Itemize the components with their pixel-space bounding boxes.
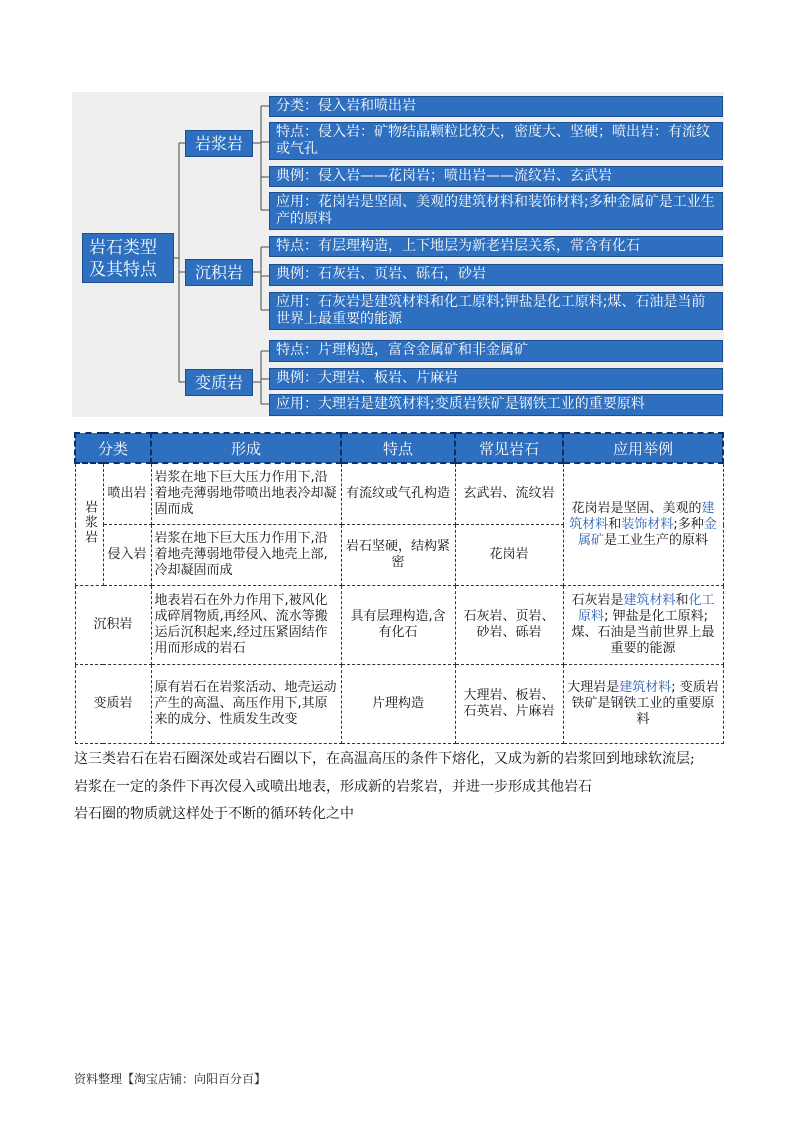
formation-metamorphic: 原有岩石在岩浆活动、地壳运动产生的高温、高压作用下,其原来的成分、性质发生改变 (151, 665, 341, 744)
feature-sedimentary: 具有层理构造,含有化石 (341, 586, 455, 665)
formation-extrusive: 岩浆在地下巨大压力作用下,沿着地壳薄弱地带喷出地表冷却凝固而成 (151, 463, 341, 525)
subtype-extrusive: 喷出岩 (103, 463, 151, 525)
usage-text: 石灰岩是 (571, 593, 624, 608)
usage-text: 是工业生产的原料 (604, 532, 709, 548)
usage-highlight: 建筑材料 (569, 500, 715, 532)
feature-metamorphic: 片理构造 (341, 665, 455, 744)
feature-extrusive: 有流纹或气孔构造 (341, 463, 455, 525)
usage-highlight: 建筑材料 (623, 593, 676, 608)
header-features: 特点 (341, 433, 455, 463)
usage-text: 和 (675, 593, 689, 608)
subtype-intrusive: 侵入岩 (103, 525, 151, 586)
branch-sedimentary-rock: 沉积岩 (185, 259, 253, 286)
magmatic-features: 特点：侵入岩：矿物结晶颗粒比较大，密度大、坚硬；喷出岩：有流纹或气孔 (269, 122, 723, 160)
usage-text: 花岗岩是坚固、美观的 (571, 500, 702, 516)
usage-highlight: 金属矿 (578, 516, 717, 548)
usage-text: 和 (608, 516, 622, 532)
type-metamorphic: 变质岩 (75, 665, 151, 744)
feature-intrusive: 岩石坚硬，结构紧密 (341, 525, 455, 586)
mindmap-root: 岩石类型及其特点 (82, 233, 174, 283)
branch-magmatic-rock: 岩浆岩 (185, 130, 253, 157)
metamorphic-applications: 应用：大理岩是建筑材料;变质岩铁矿是钢铁工业的重要原料 (269, 394, 723, 416)
header-classification: 分类 (75, 433, 151, 463)
rock-comparison-table (74, 432, 724, 744)
formation-intrusive: 岩浆在地下巨大压力作用下,沿着地壳薄弱地带侵入地壳上部,冷却凝固而成 (151, 525, 341, 586)
rock-cycle-text-line-2: 岩浆在一定的条件下再次侵入或喷出地表，形成新的岩浆岩，并进一步形成其他岩石 (74, 779, 592, 795)
rock-cycle-text-line-3: 岩石圈的物质就这样处于不断的循环转化之中 (74, 806, 354, 822)
rocks-metamorphic: 大理岩、板岩、石英岩、片麻岩 (455, 665, 563, 744)
magmatic-rock-cell (75, 463, 103, 586)
footer-source: 资料整理【淘宝店铺：向阳百分百】 (74, 1072, 267, 1086)
rocks-intrusive: 花岗岩 (455, 525, 563, 586)
magmatic-rock-label: 岩浆岩 (82, 499, 97, 545)
table-header-row (75, 433, 723, 463)
header-formation: 形成 (151, 433, 341, 463)
table-row (75, 586, 723, 665)
usage-metamorphic (563, 665, 723, 744)
rock-cycle-text-line-1: 这三类岩石在岩石圈深处或岩石圈以下，在高温高压的条件下熔化，又成为新的岩浆回到地球软流层; (74, 751, 695, 767)
rocks-sedimentary: 石灰岩、页岩、砂岩、砾岩 (455, 586, 563, 665)
usage-magmatic (563, 463, 723, 586)
branch-metamorphic-rock: 变质岩 (185, 369, 253, 396)
magmatic-classification: 分类：侵入岩和喷出岩 (269, 96, 723, 117)
rock-type-mindmap (72, 92, 724, 417)
table-row (75, 665, 723, 744)
usage-text: ; 变质岩铁矿是钢铁工业的重要原料 (571, 680, 719, 727)
usage-highlight: 建筑材料 (619, 680, 672, 695)
usage-text: ;多种 (673, 516, 704, 532)
header-usage-examples: 应用举例 (563, 433, 723, 463)
usage-highlight: 装饰材料 (621, 516, 674, 532)
rocks-extrusive: 玄武岩、流纹岩 (455, 463, 563, 525)
formation-sedimentary: 地表岩石在外力作用下,被风化成碎屑物质,再经风、流水等搬运后沉积起来,经过压紧固结作用而形成的岩石 (151, 586, 341, 665)
header-common-rocks: 常见岩石 (455, 433, 563, 463)
sedimentary-applications: 应用：石灰岩是建筑材料和化工原料;钾盐是化工原料;煤、石油是当前世界上最重要的能源 (269, 292, 723, 330)
usage-highlight: 化工原料 (578, 593, 715, 624)
type-sedimentary: 沉积岩 (75, 586, 151, 665)
usage-sedimentary (563, 586, 723, 665)
magmatic-applications: 应用：花岗岩是坚固、美观的建筑材料和装饰材料;多种金属矿是工业生产的原料 (269, 192, 723, 230)
metamorphic-features: 特点：片理构造，富含金属矿和非金属矿 (269, 340, 723, 362)
sedimentary-features: 特点：有层理构造，上下地层为新老岩层关系，常含有化石 (269, 236, 723, 257)
magmatic-examples: 典例：侵入岩——花岗岩；喷出岩——流纹岩、玄武岩 (269, 166, 723, 187)
usage-text: ; 钾盐是化工原料;煤、石油是当前世界上最重要的能源 (571, 609, 715, 656)
sedimentary-examples: 典例：石灰岩、页岩、砾石，砂岩 (269, 264, 723, 286)
usage-text: 大理岩是 (567, 680, 620, 695)
metamorphic-examples: 典例：大理岩、板岩、片麻岩 (269, 368, 723, 390)
table-row (75, 463, 723, 525)
